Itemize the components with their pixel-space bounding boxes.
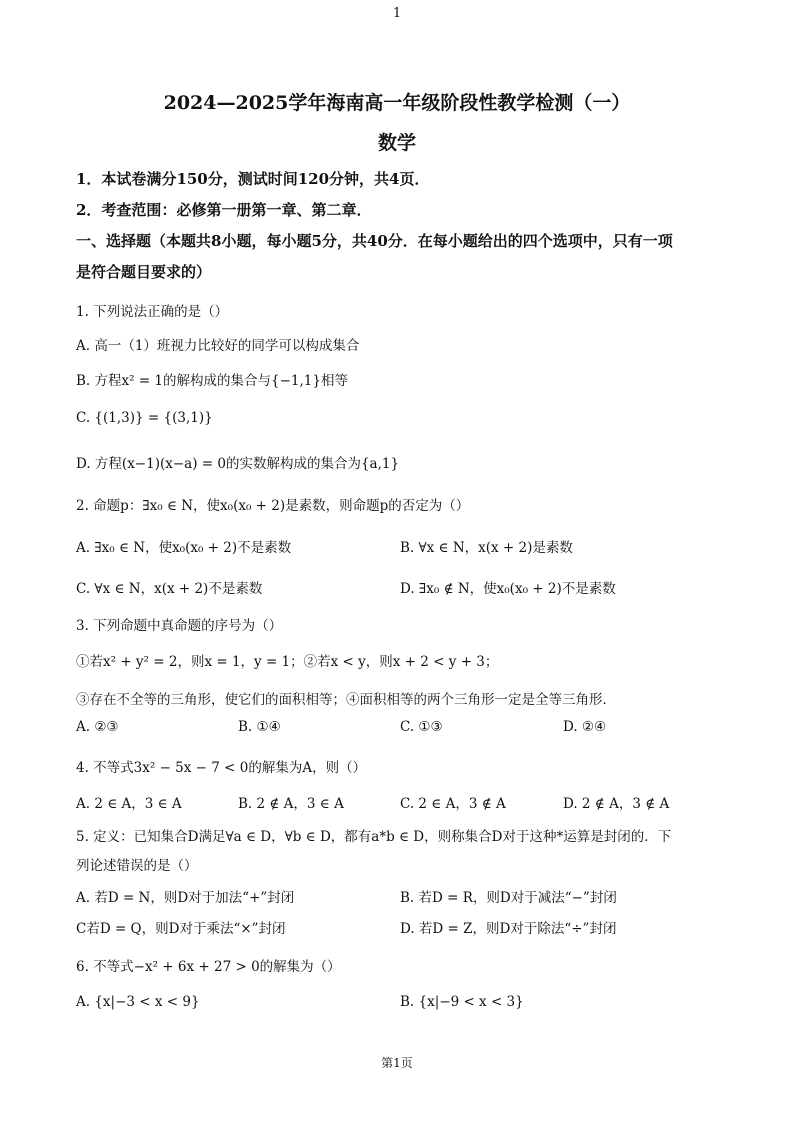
q2-option-c: C. ∀x ∈ N，x(x + 2)不是素数 (76, 581, 263, 597)
q5-option-a: A. 若D = N，则D对于加法“+”封闭 (76, 890, 295, 906)
section-heading-line-2: 是符合题目要求的） (76, 263, 212, 281)
q3-statements-line-2: ③存在不全等的三角形，使它们的面积相等；④面积相等的两个三角形一定是全等三角形． (76, 692, 616, 708)
q1-stem: 1. 下列说法正确的是（） (76, 304, 229, 320)
page-number-top: 1 (392, 6, 402, 21)
q4-option-a: A. 2 ∈ A，3 ∈ A (76, 796, 182, 812)
q6-option-a: A. {x|−3 < x < 9} (76, 994, 200, 1010)
q5-option-c: C若D = Q，则D对于乘法“×”封闭 (76, 921, 286, 937)
q2-stem: 2. 命题p：∃x₀ ∈ N，使x₀(x₀ + 2)是素数，则命题p的否定为（） (76, 498, 470, 514)
q3-option-c: C. ①③ (400, 719, 443, 735)
q4-option-d: D. 2 ∉ A，3 ∉ A (563, 796, 670, 812)
q1-option-d: D. 方程(x−1)(x−a) = 0的实数解构成的集合为{a,1} (76, 456, 400, 472)
q4-option-b: B. 2 ∉ A，3 ∈ A (238, 796, 344, 812)
section-heading-line-1: 一、选择题（本题共8小题，每小题5分，共40分．在每小题给出的四个选项中，只有一项 (76, 232, 673, 250)
q1-option-b: B. 方程x² = 1的解构成的集合与{−1,1}相等 (76, 373, 348, 389)
q5-stem-line-1: 5. 定义：已知集合D满足∀a ∈ D，∀b ∈ D，都有a*b ∈ D，则称集合D对于这种*运算是封闭的．下 (76, 829, 672, 845)
q1-option-a: A. 高一（1）班视力比较好的同学可以构成集合 (76, 338, 360, 354)
exam-title: 2024—2025学年海南高一年级阶段性教学检测（一） (163, 92, 631, 114)
q3-statements-line-1: ①若x² + y² = 2，则x = 1，y = 1；②若x < y，则x + 2 < y + 3； (76, 654, 499, 670)
note-1: 1．本试卷满分150分，测试时间120分钟，共4页． (76, 170, 430, 188)
q5-stem-line-2: 列论述错误的是（） (76, 858, 198, 874)
q1-option-c: C. {(1,3)} = {(3,1)} (76, 410, 213, 426)
page-footer: 第1页 (381, 1056, 413, 1070)
q2-option-a: A. ∃x₀ ∈ N，使x₀(x₀ + 2)不是素数 (76, 540, 292, 556)
subject-title: 数学 (377, 132, 416, 154)
q2-option-b: B. ∀x ∈ N，x(x + 2)是素数 (400, 540, 573, 556)
q6-stem: 6. 不等式−x² + 6x + 27 > 0的解集为（） (76, 959, 341, 975)
q5-option-d: D. 若D = Z，则D对于除法“÷”封闭 (400, 921, 617, 937)
q3-option-b: B. ①④ (238, 719, 281, 735)
q4-stem: 4. 不等式3x² − 5x − 7 < 0的解集为A，则（） (76, 760, 367, 776)
q2-option-d: D. ∃x₀ ∉ N，使x₀(x₀ + 2)不是素数 (400, 581, 616, 597)
q5-option-b: B. 若D = R，则D对于减法“−”封闭 (400, 890, 617, 906)
q3-option-a: A. ②③ (76, 719, 119, 735)
q4-option-c: C. 2 ∈ A，3 ∉ A (400, 796, 506, 812)
q6-option-b: B. {x|−9 < x < 3} (400, 994, 524, 1010)
q3-option-d: D. ②④ (563, 719, 607, 735)
note-2: 2．考查范围：必修第一册第一章、第二章． (76, 201, 372, 219)
q3-stem: 3. 下列命题中真命题的序号为（） (76, 618, 283, 634)
